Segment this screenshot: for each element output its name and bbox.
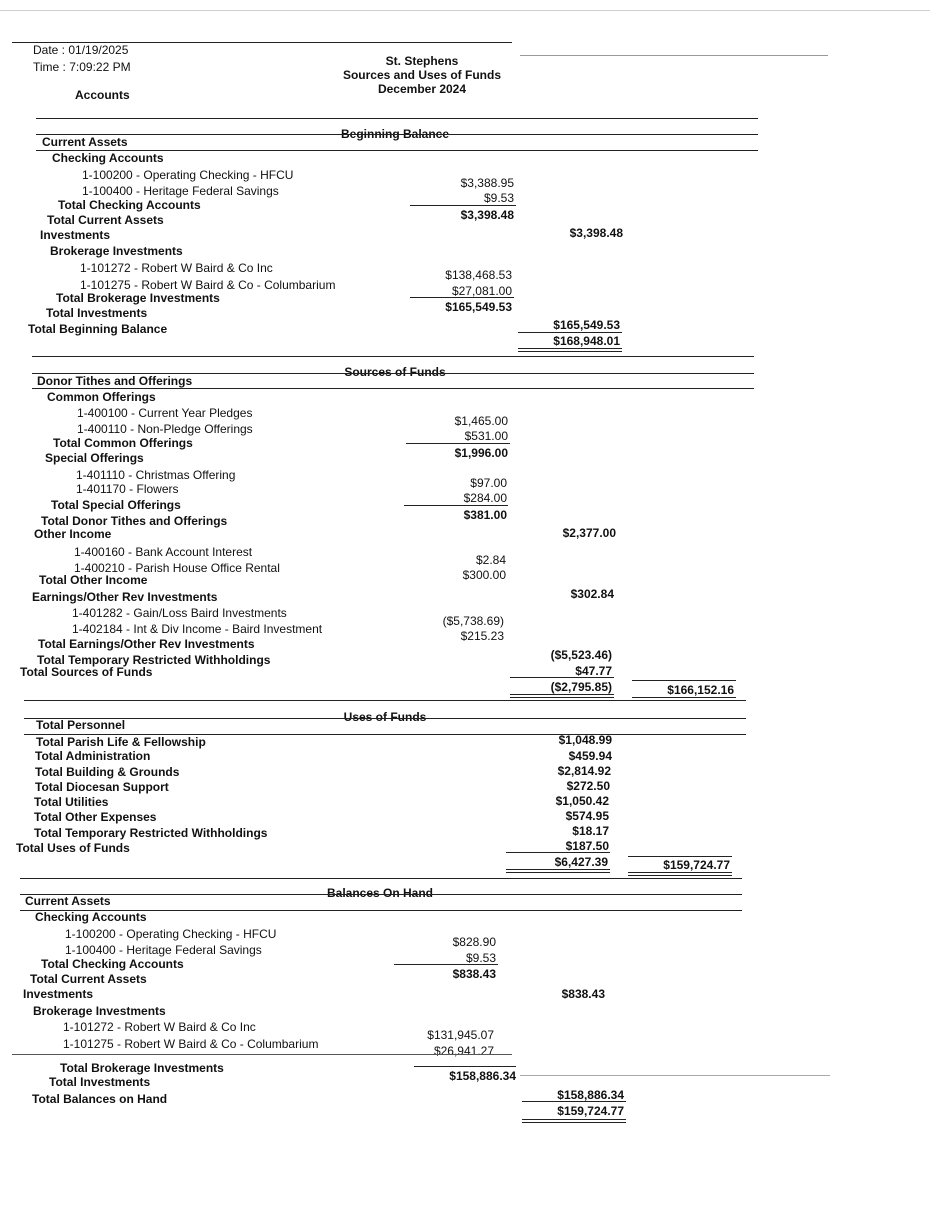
onhand-title: Balances On Hand [326,886,434,900]
beg-brokerage-rule [410,297,514,298]
beg-checking-accounts: Checking Accounts [52,151,164,165]
oh-acct-100200-amt: $828.90 [452,935,496,949]
uses-item-amount: $272.50 [566,779,610,793]
beg-current-assets: Current Assets [42,135,128,149]
beg-acct-101275-amt: $27,081.00 [451,284,512,298]
src-total-common-amt: $1,996.00 [454,446,508,460]
beg-total-investments-amt: $165,549.53 [553,318,620,332]
src-running-rule [632,680,736,681]
beg-total-beginning: Total Beginning Balance [28,322,168,336]
header-rule [12,42,512,43]
src-total-double-rule [510,694,614,698]
oh-total-onhand: Total Balances on Hand [32,1092,168,1106]
uses-total: Total Uses of Funds [16,841,130,855]
oh-checking-accounts: Checking Accounts [35,910,147,924]
src-common-rule [406,443,510,444]
beg-acct-100400-amt: $9.53 [483,191,514,205]
oh-acct-100400: 1-100400 - Heritage Federal Savings [65,943,262,957]
sources-rule-2 [32,388,754,389]
beg-total-checking-amt: $3,398.48 [460,208,514,222]
uses-title: Uses of Funds [343,710,427,724]
beginning-top-rule [36,118,758,119]
uses-top-rule [24,700,746,701]
sources-top-rule [32,356,754,357]
beg-total-brokerage-amt: $165,549.53 [445,300,512,314]
beg-brokerage: Brokerage Investments [50,244,183,258]
oh-acct-101272: 1-101272 - Robert W Baird & Co Inc [63,1020,256,1034]
src-acct-400100-amt: $1,465.00 [454,414,508,428]
src-sub-rule [510,677,614,678]
src-acct-400160: 1-400160 - Bank Account Interest [74,545,253,559]
uses-item-label: Total Parish Life & Fellowship [36,735,206,749]
src-total-common: Total Common Offerings [53,436,193,450]
uses-item-amount: $2,814.92 [557,764,611,778]
uses-item-amount: $1,050.42 [555,794,609,808]
beg-acct-101272-amt: $138,468.53 [445,268,512,282]
org-name: St. Stephens [385,54,459,68]
onhand-rule-1 [20,894,742,895]
oh-total-current-amt: $838.43 [561,987,605,1001]
uses-running-total-amt: $159,724.77 [663,858,730,872]
report-period: December 2024 [377,82,467,96]
oh-total-investments-amt: $158,886.34 [557,1088,624,1102]
beginning-rule-1 [36,134,758,135]
src-total-special-amt: $381.00 [463,508,507,522]
src-running-total-amt: $166,152.16 [667,683,734,697]
uses-item-label: Total Personnel [36,718,126,732]
beg-acct-101272: 1-101272 - Robert W Baird & Co Inc [80,261,273,275]
beg-checking-rule [410,205,516,206]
src-acct-401282: 1-401282 - Gain/Loss Baird Investments [72,606,287,620]
src-special-rule [404,505,508,506]
oh-total-brokerage-amt: $158,886.34 [449,1069,516,1083]
src-acct-400210: 1-400210 - Parish House Office Rental [74,561,280,575]
oh-scan-rule [12,1054,512,1055]
src-acct-400210-amt: $300.00 [462,568,506,582]
src-total-other: Total Other Income [39,573,148,587]
src-total-special: Total Special Offerings [51,498,181,512]
src-acct-400110: 1-400110 - Non-Pledge Offerings [77,422,253,436]
uses-sub-rule [506,852,610,853]
report-title: Sources and Uses of Funds [342,68,502,82]
uses-rule-1 [24,718,746,719]
oh-current-assets: Current Assets [25,894,111,908]
beg-total-beginning-amt: $168,948.01 [553,334,620,348]
src-acct-401170: 1-401170 - Flowers [76,482,179,496]
oh-total-checking: Total Checking Accounts [41,957,184,971]
beg-total-double-rule [518,348,622,352]
oh-total-current: Total Current Assets [30,972,147,986]
src-total-sources: Total Sources of Funds [20,665,153,679]
oh-total-investments: Total Investments [49,1075,151,1089]
oh-acct-101272-amt: $131,945.07 [427,1028,494,1042]
oh-total-checking-amt: $838.43 [452,967,496,981]
beg-acct-101275: 1-101275 - Robert W Baird & Co - Columbarium [80,278,336,292]
src-acct-401170-amt: $284.00 [463,491,507,505]
beg-total-checking: Total Checking Accounts [58,198,201,212]
oh-brokerage: Brokerage Investments [33,1004,166,1018]
src-total-sources-amt: ($2,795.85) [550,680,612,694]
src-donor: Donor Tithes and Offerings [37,374,193,388]
oh-acct-101275: 1-101275 - Robert W Baird & Co - Columbarium [63,1037,319,1051]
oh-total-onhand-amt: $159,724.77 [557,1104,624,1118]
uses-item-label: Total Administration [35,749,151,763]
uses-running-rule [628,856,732,857]
uses-item-amount: $1,048.99 [558,733,612,747]
beg-acct-100400: 1-100400 - Heritage Federal Savings [82,184,279,198]
src-acct-401110: 1-401110 - Christmas Offering [76,468,236,482]
uses-item-label: Total Building & Grounds [35,765,180,779]
src-earnings: Earnings/Other Rev Investments [32,590,218,604]
beg-investments: Investments [40,228,111,242]
beg-total-investments: Total Investments [46,306,148,320]
oh-acct-100400-amt: $9.53 [465,951,496,965]
beg-total-current: Total Current Assets [47,213,164,227]
src-acct-402184: 1-402184 - Int & Div Income - Baird Investment [72,622,323,636]
accounts-label: Accounts [75,88,130,102]
uses-total-amt: $6,427.39 [554,855,608,869]
uses-item-amount: $574.95 [565,809,609,823]
uses-item-label: Total Utilities [34,795,109,809]
oh-acct-101275-amt: $26,941.27 [433,1044,494,1058]
uses-item-label: Total Temporary Restricted Withholdings [34,826,268,840]
src-acct-402184-amt: $215.23 [460,629,504,643]
oh-scan-rule-right [520,1075,830,1076]
oh-checking-rule [394,964,498,965]
uses-item-label: Total Other Expenses [34,810,157,824]
oh-total-brokerage: Total Brokerage Investments [60,1061,224,1075]
header-rule-right [520,55,828,56]
src-acct-400110-amt: $531.00 [464,429,508,443]
beg-total-current-amt: $3,398.48 [569,226,623,240]
src-other-income: Other Income [34,527,112,541]
report-date: Date : 01/19/2025 [33,43,129,57]
oh-acct-100200: 1-100200 - Operating Checking - HFCU [65,927,277,941]
uses-running-double-rule [628,872,732,876]
scan-edge [0,10,930,11]
report-time: Time : 7:09:22 PM [33,60,131,74]
beg-total-brokerage: Total Brokerage Investments [56,291,220,305]
src-total-earnings-amt: ($5,523.46) [550,648,612,662]
src-acct-400160-amt: $2.84 [475,553,506,567]
beg-acct-100200-amt: $3,388.95 [460,176,514,190]
src-total-donor-amt: $2,377.00 [562,526,616,540]
sources-title: Sources of Funds [344,365,446,379]
beginning-title: Beginning Balance [340,127,450,141]
uses-item-label: Total Diocesan Support [35,780,169,794]
oh-brokerage-rule [414,1066,516,1067]
src-total-earnings: Total Earnings/Other Rev Investments [38,637,255,651]
oh-total-double-rule [522,1119,626,1123]
uses-item-amount: $187.50 [565,839,609,853]
oh-inv-rule [522,1101,626,1102]
beg-inv-rule [518,332,622,333]
src-acct-401282-amt: ($5,738.69) [442,614,504,628]
onhand-top-rule [20,878,742,879]
src-acct-401110-amt: $97.00 [470,476,507,490]
src-total-temp: Total Temporary Restricted Withholdings [37,653,271,667]
src-total-other-amt: $302.84 [570,587,614,601]
beg-acct-100200: 1-100200 - Operating Checking - HFCU [82,168,294,182]
src-total-temp-amt: $47.77 [575,664,612,678]
uses-total-double-rule [506,869,610,873]
src-special: Special Offerings [45,451,144,465]
uses-item-amount: $459.94 [568,749,612,763]
oh-investments: Investments [23,987,94,1001]
src-total-donor: Total Donor Tithes and Offerings [41,514,228,528]
src-acct-400100: 1-400100 - Current Year Pledges [77,406,253,420]
src-common: Common Offerings [47,390,156,404]
uses-item-amount: $18.17 [572,824,609,838]
